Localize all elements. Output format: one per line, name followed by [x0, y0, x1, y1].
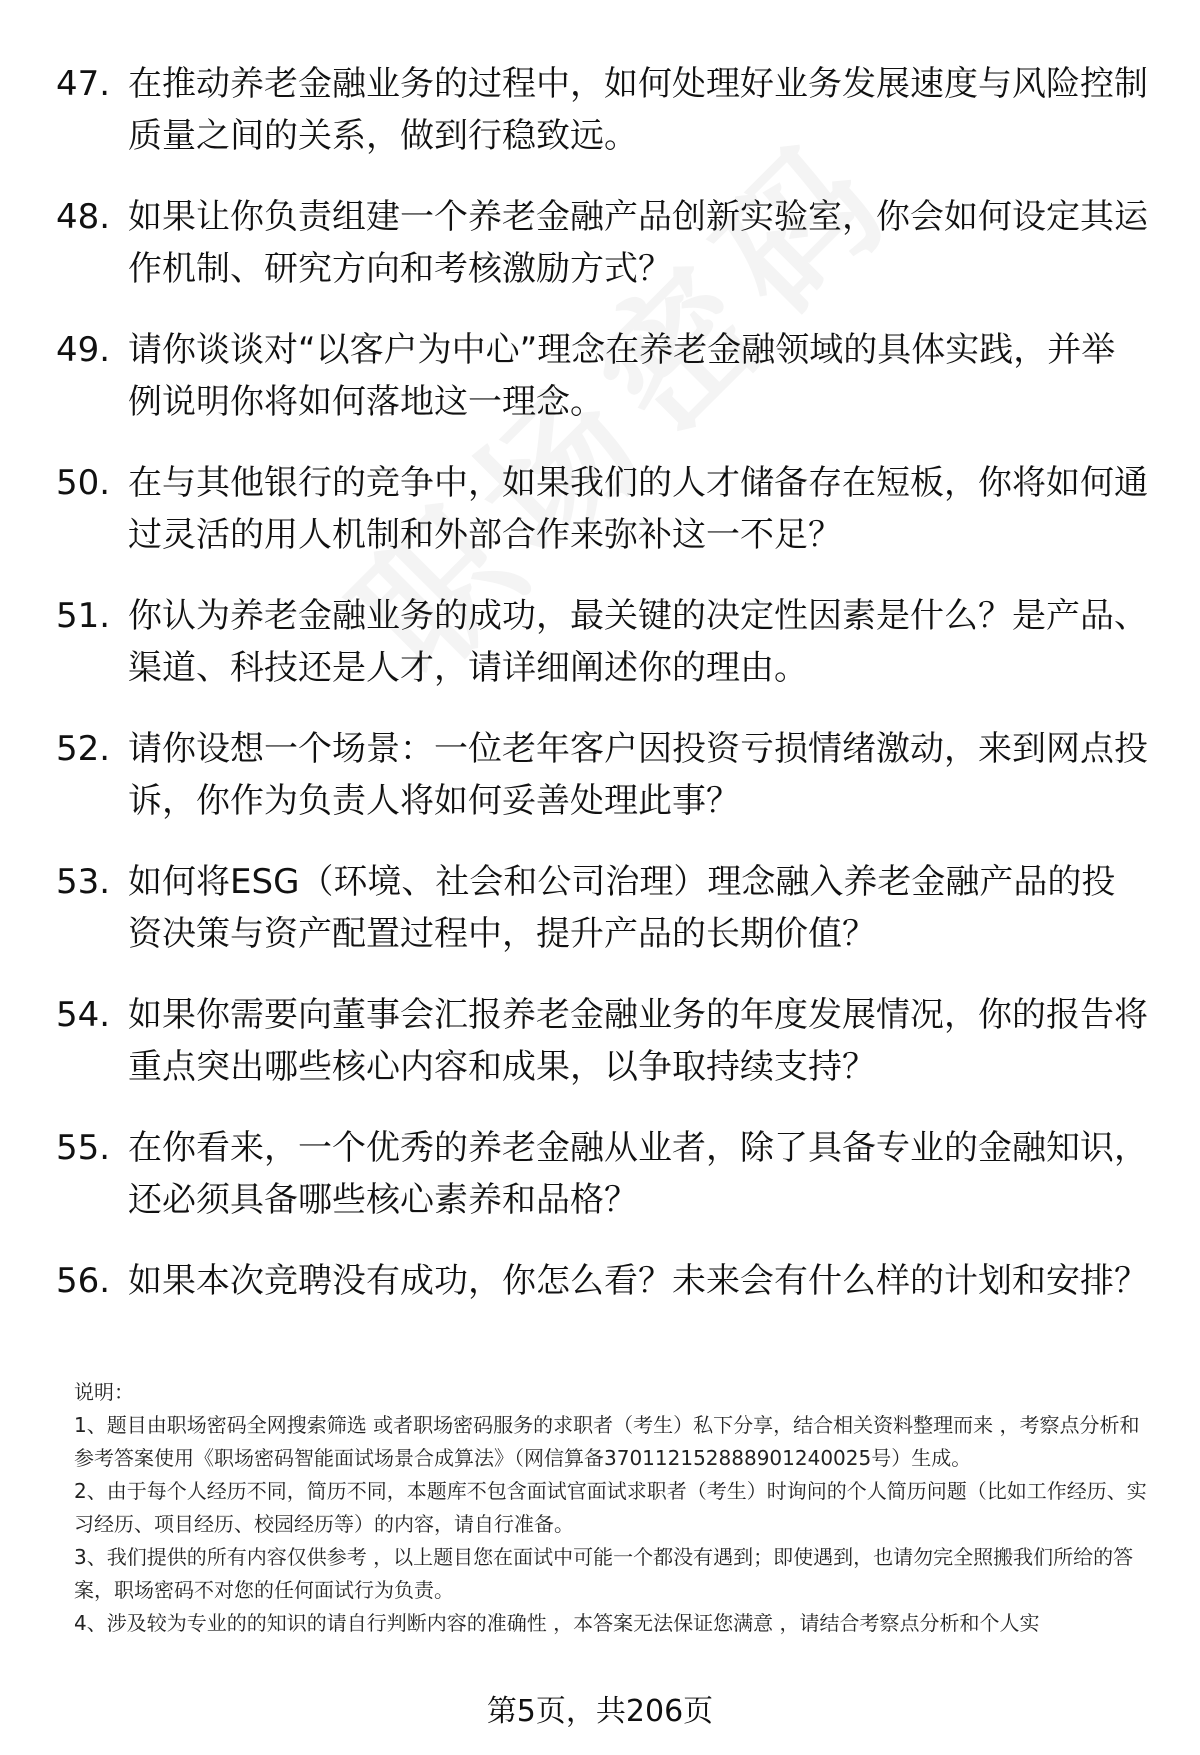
- question-text: 请你设想一个场景：一位老年客户因投资亏损情绪激动，来到网点投诉，你作为负责人将如何妥善处理此事？: [128, 729, 1148, 821]
- question-text: 如果让你负责组建一个养老金融产品创新实验室，你会如何设定其运作机制、研究方向和考核激励方式？: [128, 197, 1148, 289]
- notes-heading: 说明：: [74, 1380, 134, 1404]
- question-number: 56.: [56, 1261, 111, 1301]
- question-item: [0, 191, 1200, 324]
- question-text: 在推动养老金融业务的过程中，如何处理好业务发展速度与风险控制质量之间的关系，做到行稳致远。: [128, 64, 1148, 156]
- question-item: [0, 58, 1200, 191]
- question-number: 51.: [56, 596, 111, 636]
- note-item: 4、涉及较为专业的的知识的请自行判断内容的准确性 ，本答案无法保证您满意 ，请结合考察点分析和个人实: [74, 1611, 1040, 1635]
- question-text: 如果你需要向董事会汇报养老金融业务的年度发展情况，你的报告将重点突出哪些核心内容和成果，以争取持续支持？: [128, 995, 1148, 1087]
- question-item: [0, 590, 1200, 723]
- question-text: 请你谈谈对“以客户为中心”理念在养老金融领域的具体实践，并举例说明你将如何落地这一理念。: [128, 330, 1116, 422]
- question-item: [0, 723, 1200, 856]
- question-number: 49.: [56, 330, 111, 370]
- question-number: 55.: [56, 1128, 111, 1168]
- question-item: [0, 1255, 1200, 1388]
- question-list: [0, 58, 1200, 1388]
- question-number: 47.: [56, 64, 111, 104]
- notes-section: [74, 1376, 1154, 1640]
- question-number: 54.: [56, 995, 111, 1035]
- question-number: 50.: [56, 463, 111, 503]
- page-footer: [0, 1692, 1200, 1732]
- question-number: 48.: [56, 197, 111, 237]
- question-item: [0, 856, 1200, 989]
- note-item: 2、由于每个人经历不同，简历不同，本题库不包含面试官面试求职者（考生）时询问的个人简历问题（比如工作经历、实习经历、项目经历、校园经历等）的内容，请自行准备。: [74, 1479, 1147, 1536]
- question-number: 53.: [56, 862, 111, 902]
- question-item: [0, 324, 1200, 457]
- page-number-label: 第5页，共206页: [486, 1694, 714, 1729]
- question-number: 52.: [56, 729, 111, 769]
- note-item: 1、题目由职场密码全网搜索筛选 或者职场密码服务的求职者（考生）私下分享，结合相关资料整理而来 ，考察点分析和参考答案使用《职场密码智能面试场景合成算法》（网信算备370112152888901240025号）生成。: [74, 1413, 1140, 1470]
- question-text: 如何将ESG（环境、社会和公司治理）理念融入养老金融产品的投资决策与资产配置过程中，提升产品的长期价值？: [128, 862, 1116, 954]
- note-item: 3、我们提供的所有内容仅供参考 ，以上题目您在面试中可能一个都没有遇到；即使遇到，也请勿完全照搬我们所给的答案，职场密码不对您的任何面试行为负责。: [74, 1545, 1134, 1602]
- question-item: [0, 457, 1200, 590]
- question-item: [0, 989, 1200, 1122]
- question-text: 在与其他银行的竞争中，如果我们的人才储备存在短板，你将如何通过灵活的用人机制和外部合作来弥补这一不足？: [128, 463, 1148, 555]
- question-item: [0, 1122, 1200, 1255]
- question-text: 你认为养老金融业务的成功，最关键的决定性因素是什么？是产品、渠道、科技还是人才，请详细阐述你的理由。: [128, 596, 1148, 688]
- question-text: 如果本次竞聘没有成功，你怎么看？未来会有什么样的计划和安排？: [128, 1261, 1148, 1301]
- question-text: 在你看来，一个优秀的养老金融从业者，除了具备专业的金融知识，还必须具备哪些核心素养和品格？: [128, 1128, 1148, 1220]
